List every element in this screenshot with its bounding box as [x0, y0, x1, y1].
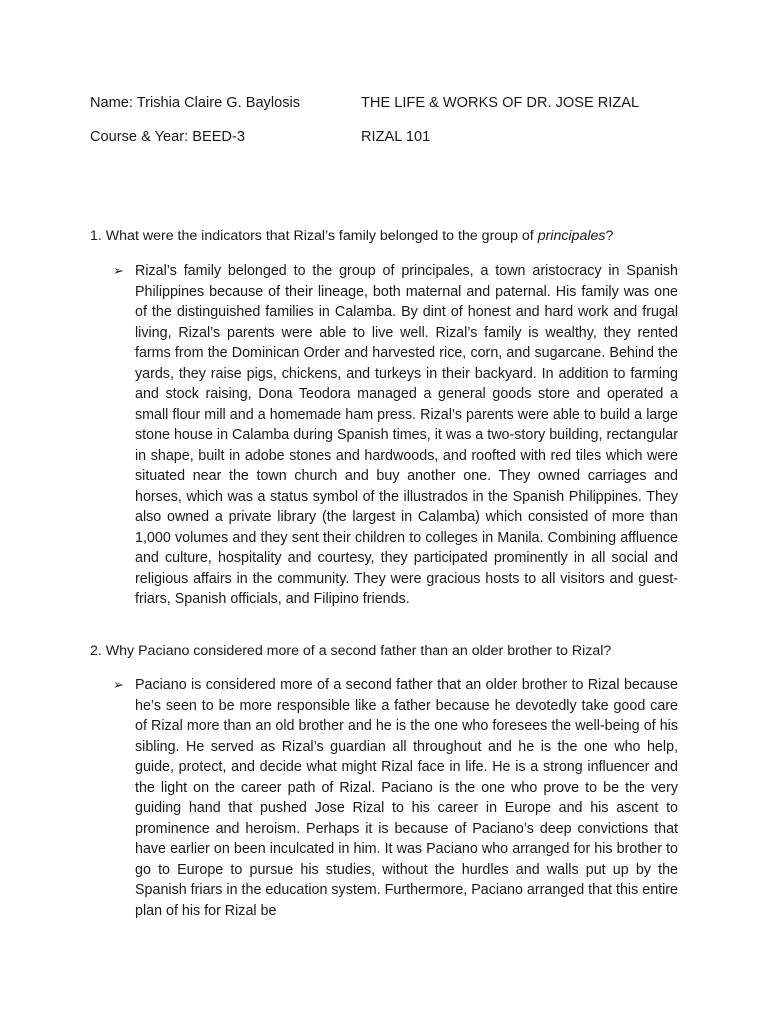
arrow-bullet-icon: ➢ — [113, 263, 124, 278]
answer-2: Paciano is considered more of a second father that an older brother to Rizal because he’s seen to be more responsible like a father because he devotedly take good care of Rizal more than an old brother and he is the one who foresees the well-being of his sibling. He served as Rizal’s guardian all throughout and he is the one who help, guide, protect, and decide what might Rizal face in life. He is a strong influencer and the light on the career path of Rizal. Paciano is the one who prove to be the very guiding hand that pushed Jose Rizal to his career in Europe and his ascent to prominence and heroism. Perhaps it is because of Paciano’s deep convictions that have earlier on been inculcated in him. It was Paciano who arranged for his brother to go to Europe to pursue his studies, without the hurdles and walls put up by the Spanish friars in the education system. Furthermore, Paciano arranged that this entire plan of his for Rizal be — [135, 677, 678, 919]
arrow-bullet-icon: ➢ — [113, 677, 124, 692]
document-title: THE LIFE & WORKS OF DR. JOSE RIZAL — [361, 95, 640, 111]
question-1 — [90, 227, 680, 245]
subject-code: RIZAL 101 — [361, 129, 431, 145]
question-1-suffix: ? — [605, 228, 614, 244]
course-year: Course & Year: BEED-3 — [90, 129, 245, 145]
question-2 — [90, 642, 680, 660]
answer-1: Rizal’s family belonged to the group of principales, a town aristocracy in Spanish Philippines because of their lineage, both maternal and paternal. His family was one of the distinguished families in Calamba. By dint of honest and hard work and frugal living, Rizal’s parents were able to live well. Rizal’s family is wealthy, they rented farms from the Dominican Order and harvested rice, corn, and sugarcane. Behind the yards, they raise pigs, chickens, and turkeys in their backyard. In addition to farming and stock raising, Dona Teodora managed a general goods store and operated a small flour mill and a homemade ham press. Rizal’s parents were able to build a large stone house in Calamba during Spanish times, it was a two-story building, rectangular in shape, built in adobe stones and hardwoods, and roofted with red tiles which were situated near the town church and buy another one. They owned carriages and horses, which was a status symbol of the illustrados in the Spanish Philippines. They also owned a private library (the largest in Calamba) which consisted of more than 1,000 volumes and they sent their children to colleges in Manila. Combining affluence and culture, hospitality and courtesy, they participated prominently in all social and religious affairs in the community. They were gracious hosts to all visitors and guest-friars, Spanish officials, and Filipino friends. — [135, 263, 678, 607]
student-name: Name: Trishia Claire G. Baylosis — [90, 95, 301, 111]
question-1-text: 1. What were the indicators that Rizal’s family belonged to the group of — [90, 228, 538, 244]
question-1-emphasis: principales — [537, 228, 606, 244]
question-2-text: 2. Why Paciano considered more of a second father than an older brother to Rizal? — [90, 643, 612, 659]
